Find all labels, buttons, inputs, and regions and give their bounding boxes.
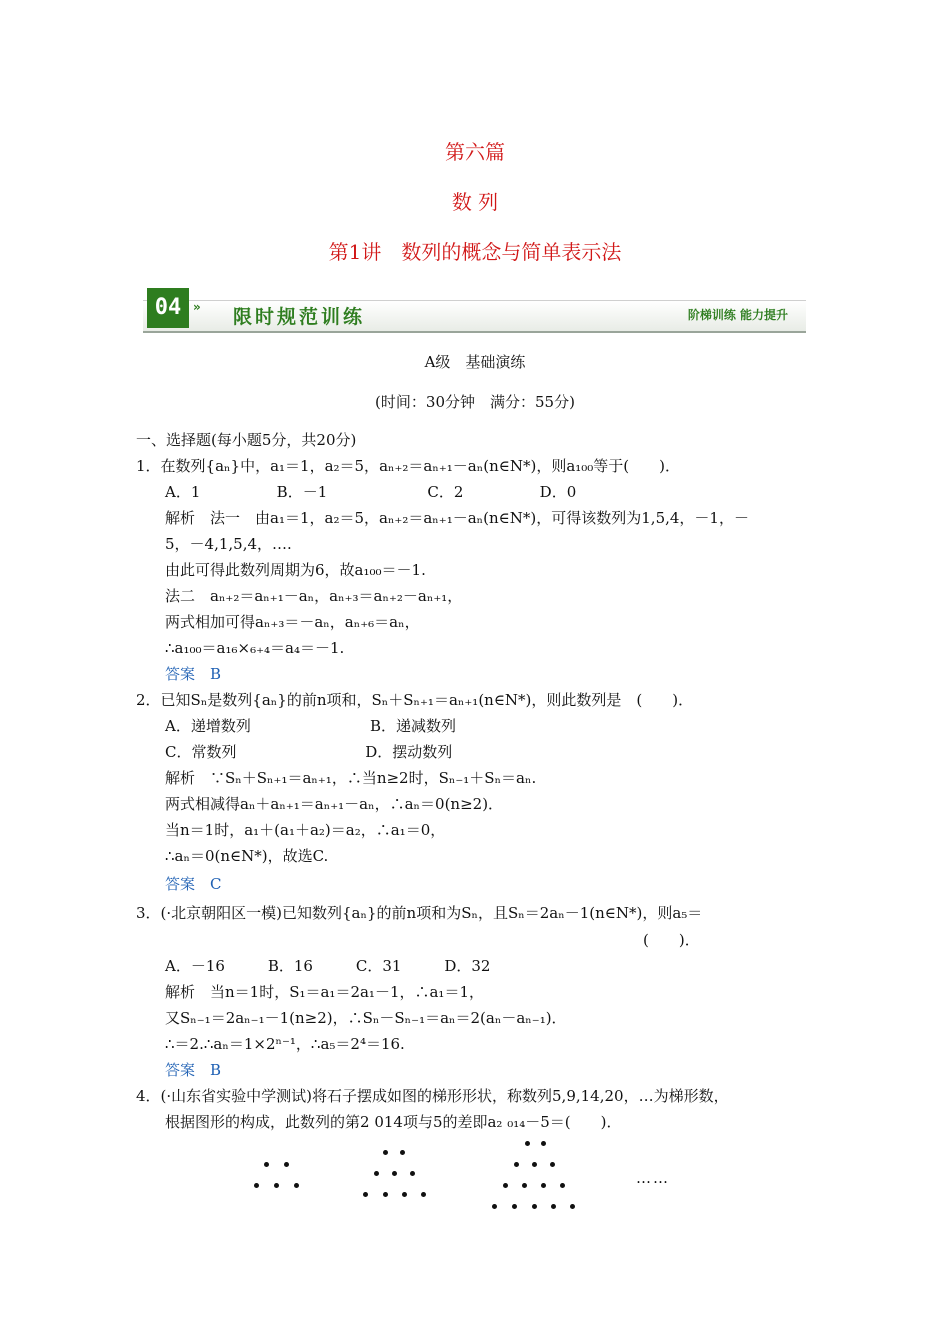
stone-dot bbox=[514, 1162, 519, 1167]
stone-dot bbox=[525, 1141, 530, 1146]
stone-dot bbox=[264, 1162, 269, 1167]
stone-dot bbox=[254, 1183, 259, 1188]
section-banner bbox=[143, 286, 806, 330]
section-heading: 一、选择题(每小题5分，共20分) bbox=[136, 431, 357, 449]
q1-analysis-line: 两式相加可得aₙ₊₃＝－aₙ，aₙ₊₆＝aₙ， bbox=[165, 613, 420, 631]
question-4-cont: 根据图形的构成，此数列的第2 014项与5的差即a₂ ₀₁₄－5＝( )． bbox=[165, 1113, 622, 1131]
stone-dot bbox=[274, 1183, 279, 1188]
stone-dot bbox=[363, 1192, 368, 1197]
level-heading: A级 基础演练 bbox=[424, 353, 526, 371]
question-2-options-cd: C．常数列 D．摆动数列 bbox=[165, 743, 453, 761]
stone-dot bbox=[421, 1192, 426, 1197]
q3-answer: 答案 B bbox=[165, 1061, 222, 1079]
part-title: 第六篇 bbox=[445, 140, 505, 164]
question-3-bracket: ( )． bbox=[643, 931, 700, 949]
q2-analysis: 解析 ∵Sₙ＋Sₙ₊₁＝aₙ₊₁，∴当n≥2时，Sₙ₋₁＋Sₙ＝aₙ. bbox=[165, 769, 537, 787]
q3-analysis: 解析 当n＝1时，S₁＝a₁＝2a₁－1，∴a₁＝1， bbox=[165, 983, 484, 1001]
stone-dot bbox=[383, 1150, 388, 1155]
stone-dot bbox=[512, 1204, 517, 1209]
q2-analysis-line: ∴aₙ＝0(n∈N*)，故选C. bbox=[165, 847, 329, 865]
q1-analysis-line: 由此可得此数列周期为6，故a₁₀₀＝－1. bbox=[165, 561, 426, 579]
stone-dot bbox=[532, 1162, 537, 1167]
q1-analysis: 解析 法一 由a₁＝1，a₂＝5，aₙ₊₂＝aₙ₊₁－aₙ(n∈N*)，可得该数列为1,5,4，－1，－ bbox=[165, 509, 749, 527]
chapter-title: 数 列 bbox=[451, 190, 499, 214]
question-3-options: A．－16 B．16 C．31 D．32 bbox=[165, 957, 491, 975]
stone-dot bbox=[400, 1150, 405, 1155]
stone-dot bbox=[551, 1204, 556, 1209]
stone-dot bbox=[284, 1162, 289, 1167]
stone-dot bbox=[410, 1171, 415, 1176]
stone-dot bbox=[383, 1192, 388, 1197]
stone-dot bbox=[560, 1183, 565, 1188]
stone-dot bbox=[374, 1171, 379, 1176]
q3-analysis-line: 又Sₙ₋₁＝2aₙ₋₁－1(n≥2)，∴Sₙ－Sₙ₋₁＝aₙ＝2(aₙ－aₙ₋₁)． bbox=[165, 1009, 567, 1027]
stone-dot bbox=[550, 1162, 555, 1167]
stone-dot bbox=[522, 1183, 527, 1188]
stone-dot bbox=[392, 1171, 397, 1176]
banner-number: 04 bbox=[147, 288, 189, 328]
q2-answer: 答案 C bbox=[165, 875, 222, 893]
question-1-options: A．1 B．－1 C．2 D．0 bbox=[165, 483, 577, 501]
q2-analysis-line: 两式相减得aₙ＋aₙ₊₁＝aₙ₊₁－aₙ，∴aₙ＝0(n≥2)． bbox=[165, 795, 504, 813]
stone-dot bbox=[532, 1204, 537, 1209]
stone-dot bbox=[402, 1192, 407, 1197]
q2-analysis-line: 当n＝1时，a₁＋(a₁＋a₂)＝a₂，∴a₁＝0， bbox=[165, 821, 446, 839]
question-3: 3．(·北京朝阳区一模)已知数列{aₙ}的前n项和为Sₙ，且Sₙ＝2aₙ－1(n∈N*)，则a₅＝ bbox=[136, 904, 703, 922]
question-2-options-ab: A．递增数列 B．递减数列 bbox=[165, 717, 457, 735]
stone-dot bbox=[541, 1183, 546, 1188]
q1-answer: 答案 B bbox=[165, 665, 222, 683]
stone-dot bbox=[541, 1141, 546, 1146]
stone-dot bbox=[492, 1204, 497, 1209]
lecture-title: 第1讲 数列的概念与简单表示法 bbox=[328, 240, 622, 264]
question-4: 4．(·山东省实验中学测试)将石子摆成如图的梯形形状，称数列5,9,14,20，…为梯形数， bbox=[136, 1087, 729, 1105]
time-info: (时间：30分钟 满分：55分) bbox=[375, 393, 575, 411]
q3-analysis-line: ∴＝2.∴aₙ＝1×2ⁿ⁻¹，∴a₅＝2⁴＝16. bbox=[165, 1035, 405, 1053]
stone-dot bbox=[570, 1204, 575, 1209]
q1-analysis-line: ∴a₁₀₀＝a₁₆×₆₊₄＝a₄＝－1. bbox=[165, 639, 345, 657]
q1-method-two: 法二 aₙ₊₂＝aₙ₊₁－aₙ，aₙ₊₃＝aₙ₊₂－aₙ₊₁， bbox=[165, 587, 463, 605]
chevron-right-icon: » bbox=[193, 300, 201, 314]
stone-dot bbox=[503, 1183, 508, 1188]
banner-title: 限时规范训练 bbox=[233, 306, 366, 328]
banner-subtitle: 阶梯训练 能力提升 bbox=[687, 308, 788, 322]
q1-analysis-cont: 5，－4,1,5,4，…. bbox=[165, 535, 292, 553]
question-2: 2．已知Sₙ是数列{aₙ}的前n项和，Sₙ＋Sₙ₊₁＝aₙ₊₁(n∈N*)，则此数列是 ( )． bbox=[136, 691, 694, 709]
stone-dot bbox=[294, 1183, 299, 1188]
question-1: 1．在数列{aₙ}中，a₁＝1，a₂＝5，aₙ₊₂＝aₙ₊₁－aₙ(n∈N*)，则a₁₀₀等于( )． bbox=[136, 457, 681, 475]
figure-ellipsis: …… bbox=[636, 1169, 670, 1187]
